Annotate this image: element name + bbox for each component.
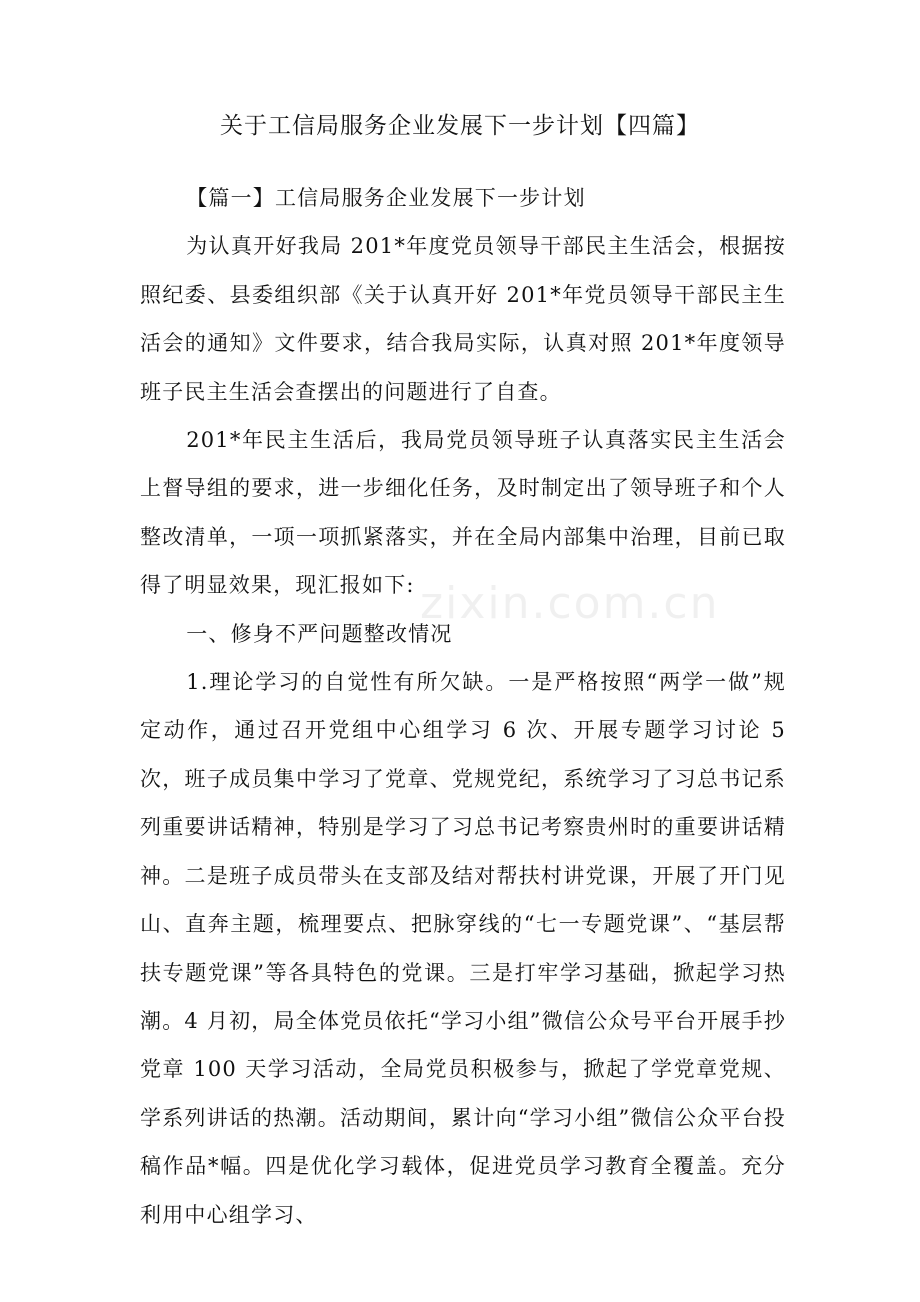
document-title: 关于工信局服务企业发展下一步计划【四篇】 [220,113,700,139]
watermark: zixin.com.cn [420,578,720,629]
paragraph: 1.理论学习的自觉性有所欠缺。一是严格按照“两学一做”规定动作，通过召开党组中心组学习 6 次、开展专题学习讨论 5 次，班子成员集中学习了党章、党规党纪，系统学习了习总书记系列重要讲话精神，特别是学习了习总书记考察贵州时的重要讲话精神。二是班子成员带头在支部及结对帮扶村讲党课，开展了开门见山、直奔主题，梳理要点、把脉穿线的“七一专题党课”、“基层帮扶专题党课”等各具特色的党课。三是打牢学习基础，掀起学习热潮。4 月初，局全体党员依托“学习小组”微信公众号平台开展手抄党章 100 天学习活动，全局党员积极参与，掀起了学党章党规、学系列讲话的热潮。活动期间，累计向“学习小组”微信公众平台投稿作品*幅。四是优化学习载体，促进党员学习教育全覆盖。充分利用中心组学习、 [140,670,786,1227]
paragraph: 201*年民主生活后，我局党员领导班子认真落实民主生活会上督导组的要求，进一步细化任务，及时制定出了领导班子和个人整改清单，一项一项抓紧落实，并在全局内部集中治理，目前已取得了明显效果，现汇报如下: [140,428,786,598]
document-body [140,174,786,1239]
section-heading: 【篇一】工信局服务企业发展下一步计划 [186,186,586,210]
subsection-heading: 一、修身不严问题整改情况 [186,621,453,646]
paragraph: 为认真开好我局 201*年度党员领导干部民主生活会，根据按照纪委、县委组织部《关于认真开好 201*年党员领导干部民主生活会的通知》文件要求，结合我局实际，认真对照 201*年度领导班子民主生活会查摆出的问题进行了自查。 [140,234,786,404]
